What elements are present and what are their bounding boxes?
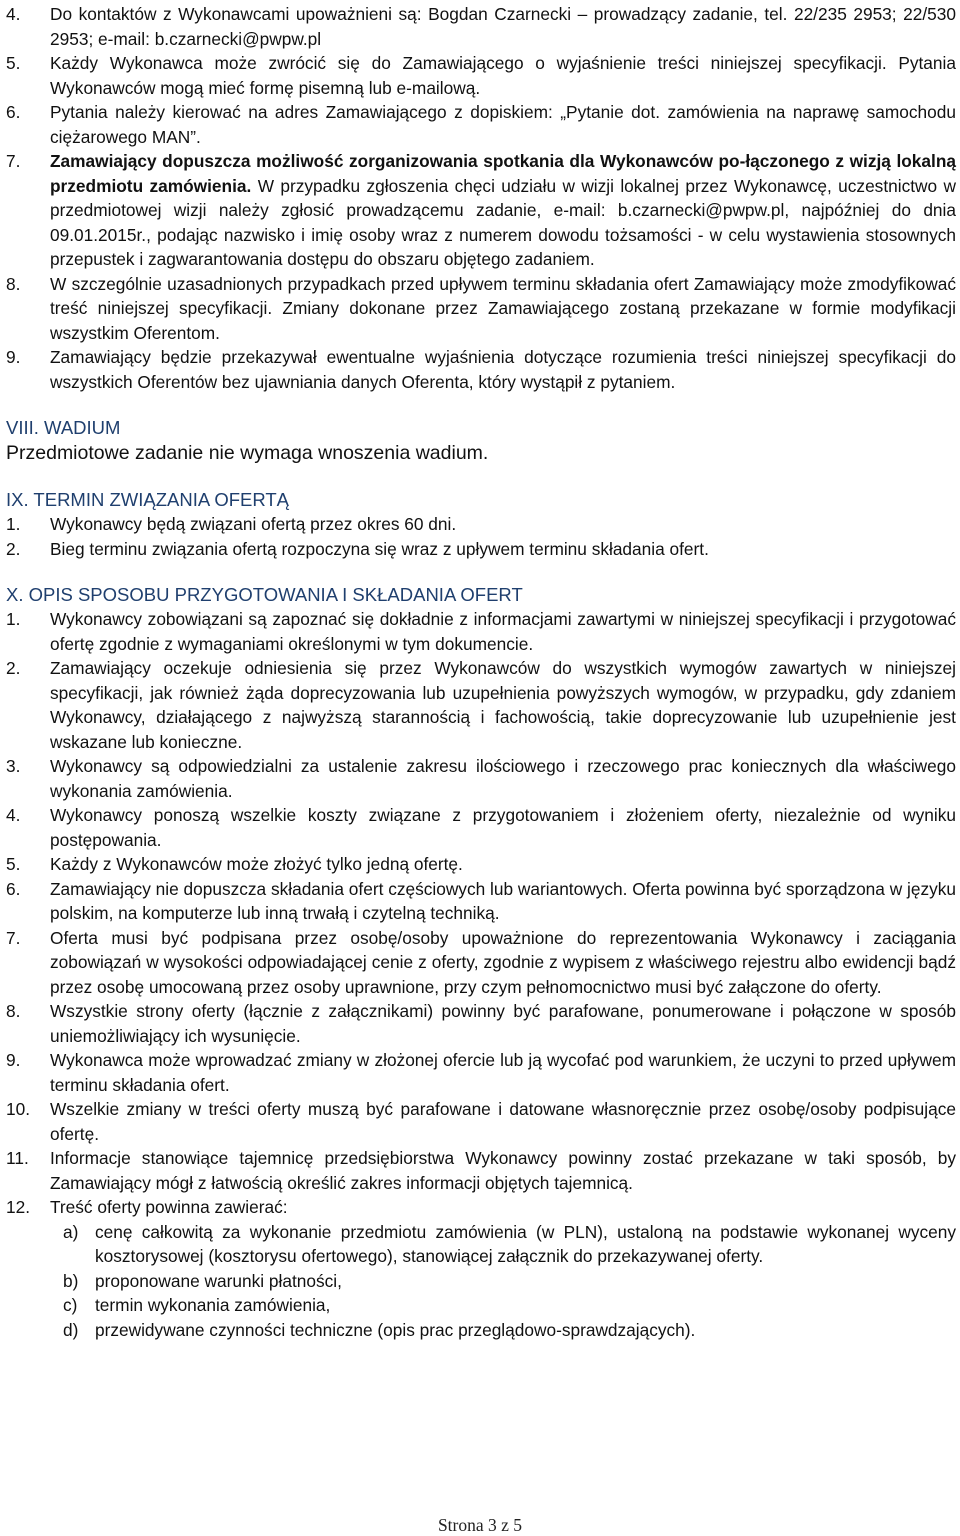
sub-list-item [0, 1293, 960, 1318]
item-number: 8. [6, 273, 21, 294]
list-item [0, 803, 960, 852]
list-item [0, 272, 960, 346]
item-number: 1. [6, 609, 21, 629]
section-heading: IX. TERMIN ZWIĄZANIA OFERTĄ [6, 489, 290, 510]
item-text: Informacje stanowiące tajemnicę przedsiębiorstwa Wykonawcy powinny zostać przekazane w taki sposób, by Zamawiający mógł z łatwością określić zakres informacji objętych tajemnicą. [50, 1148, 956, 1193]
list-item [0, 1146, 960, 1195]
item-number: 11. [6, 1148, 29, 1168]
item-number: 7. [6, 927, 21, 948]
item-number: 10. [6, 1099, 31, 1119]
item-number: 5. [6, 53, 21, 73]
list-item [0, 100, 960, 149]
list-item [0, 51, 960, 100]
item-number: 2. [6, 538, 21, 559]
section-text: Przedmiotowe zadanie nie wymaga wnoszenia wadium. [6, 442, 489, 464]
item-text: Pytania należy kierować na adres Zamawiającego z dopiskiem: „Pytanie dot. zamówienia na naprawę samochodu ciężarowego MAN”. [50, 102, 956, 147]
item-text: W szczególnie uzasadnionych przypadkach przed upływem terminu składania ofert Zamawiający może zmodyfikować treść niniejszej specyfikacji. Zmiany dokonane przez Zamawiającego zostaną przekazane w formie modyfikacji wszystkim Oferentom. [50, 273, 956, 343]
sub-item-text: przewidywane czynności techniczne (opis prac przeglądowo-sprawdzających). [95, 1319, 696, 1340]
sub-list-item [0, 1220, 960, 1269]
list-item [0, 512, 960, 537]
item-number: 9. [6, 347, 21, 367]
list-item [0, 2, 960, 51]
item-number: 12. [6, 1197, 31, 1217]
item-text: Wykonawcy są odpowiedzialni za ustalenie zakresu ilościowego i rzeczowego prac koniecznych dla właściwego wykonania zamówienia. [50, 756, 956, 801]
section-contact [0, 2, 960, 394]
section-termin [0, 488, 960, 561]
item-number: 4. [6, 805, 21, 825]
item-text: Wszystkie strony oferty (łącznie z załącznikami) powinny być parafowane, ponumerowane i połączone w sposób uniemożliwiający ich wysunięcie. [50, 1001, 956, 1046]
list-item [0, 999, 960, 1048]
section-heading: VIII. WADIUM [6, 417, 121, 438]
sub-item-letter: a) [63, 1221, 79, 1242]
item-text: Bieg terminu związania ofertą rozpoczyna się wraz z upływem terminu składania ofert. [50, 538, 709, 559]
list-item [0, 877, 960, 926]
item-number: 7. [6, 151, 21, 171]
item-text: Oferta musi być podpisana przez osobę/osoby upoważnione do reprezentowania Wykonawcy i zaciągania zobowiązań w wysokości odpowiadającej cenie z oferty, zgodnie z wypisem z właściwego rejestru albo ewidencji bądź przez osobę umocowaną przez osoby uprawnione, przy czym pełnomocnictwo musi być załączone do oferty. [50, 927, 956, 997]
item-text: Zamawiający nie dopuszcza składania ofert częściowych lub wariantowych. Oferta powinna być sporządzona w języku polskim, na komputerze lub inną trwałą i czytelną techniką. [50, 878, 956, 923]
list-item [0, 345, 960, 394]
item-text: Wykonawcy będą związani ofertą przez okres 60 dni. [50, 514, 457, 534]
sub-item-letter: d) [63, 1319, 79, 1340]
section-wadium [0, 416, 960, 466]
section-heading: X. OPIS SPOSOBU PRZYGOTOWANIA I SKŁADANIA OFERT [6, 584, 523, 605]
item-text: Wszelkie zmiany w treści oferty muszą być parafowane i datowane własnoręcznie przez osobę/osoby podpisujące ofertę. [50, 1099, 956, 1144]
item-number: 6. [6, 102, 21, 122]
list-item [0, 1195, 960, 1220]
list-item [0, 149, 960, 272]
list-item [0, 656, 960, 754]
item-number: 5. [6, 854, 21, 874]
list-item [0, 754, 960, 803]
list-item [0, 1048, 960, 1097]
list-item [0, 926, 960, 1000]
item-number: 3. [6, 756, 21, 776]
section-opis [0, 583, 960, 1342]
item-text: Każdy z Wykonawców może złożyć tylko jedną ofertę. [50, 854, 463, 874]
list-item [0, 852, 960, 877]
item-text: Zamawiający będzie przekazywał ewentualne wyjaśnienia dotyczące rozumienia treści niniejszej specyfikacji do wszystkich Oferentów bez ujawniania danych Oferenta, który wystąpił z pytaniem. [50, 347, 956, 392]
sub-item-text: termin wykonania zamówienia, [95, 1295, 331, 1315]
item-bold-text: Zamawiający dopuszcza możliwość zorganizowania spotkania dla Wykonawców po-łączonego z wizją lokalną przedmiotu zamówienia. [50, 151, 956, 196]
list-item [0, 607, 960, 656]
sub-item-text: proponowane warunki płatności, [95, 1270, 342, 1291]
item-text: Treść oferty powinna zawierać: [50, 1197, 288, 1217]
item-text: Wykonawcy ponoszą wszelkie koszty związane z przygotowaniem i złożeniem oferty, niezależnie od wyniku postępowania. [50, 805, 956, 850]
sub-list-item [0, 1269, 960, 1294]
sub-item-letter: b) [63, 1270, 79, 1291]
sub-item-letter: c) [63, 1295, 78, 1315]
sub-list-item [0, 1318, 960, 1343]
item-text: Każdy Wykonawca może zwrócić się do Zamawiającego o wyjaśnienie treści niniejszej specyfikacji. Pytania Wykonawców mogą mieć formę pisemną lub e-mailową. [50, 53, 956, 98]
item-text: Wykonawca może wprowadzać zmiany w złożonej ofercie lub ją wycofać pod warunkiem, że uczyni to przed upływem terminu składania ofert. [50, 1050, 956, 1095]
list-item [0, 537, 960, 562]
item-number: 1. [6, 514, 21, 534]
page-number: Strona 3 z 5 [437, 1515, 523, 1535]
item-text: Wykonawcy zobowiązani są zapoznać się dokładnie z informacjami zawartymi w niniejszej specyfikacji i przygotować ofertę zgodnie z wymaganiami określonymi w tym dokumencie. [50, 609, 956, 654]
item-number: 4. [6, 4, 21, 24]
item-number: 6. [6, 878, 21, 899]
item-text: W przypadku zgłoszenia chęci udziału w wizji lokalnej przez Wykonawcę, uczestnictwo w przedmiotowej wizji należy zgłosić prowadzącemu zadanie, e-mail: b.czarnecki@pwpw.pl, najpóźniej do dnia 09.01.2015r., podając nazwisko i imię osoby wraz z numerem dowodu tożsamości - w celu wystawienia stosownych przepustek i zagwarantowania dostępu do obszaru objętego zadaniem. [50, 175, 956, 269]
item-number: 8. [6, 1001, 21, 1021]
item-number: 2. [6, 658, 21, 678]
list-item [0, 1097, 960, 1146]
item-text: Zamawiający oczekuje odniesienia się przez Wykonawców do wszystkich wymogów zawartych w niniejszej specyfikacji, jak również żąda doprecyzowania lub uzupełnienia powyższych wymogów, w przypadku, gdy zdaniem Wykonawcy, działającego z najwyższą starannością i fachowością, takie doprecyzowanie lub uzupełnienie jest wskazane lub konieczne. [50, 658, 956, 752]
item-number: 9. [6, 1050, 21, 1070]
item-text: Do kontaktów z Wykonawcami upoważnieni są: Bogdan Czarnecki – prowadzący zadanie, tel. 22/235 2953; 22/530 2953; e-mail: b.czarnecki@pwpw.pl [50, 4, 956, 49]
sub-item-text: cenę całkowitą za wykonanie przedmiotu zamówienia (w PLN), ustaloną na podstawie wykonanej wyceny kosztorysowej (kosztorysu ofertowego), stanowiącej załącznik do przekazywanej oferty. [95, 1221, 956, 1266]
